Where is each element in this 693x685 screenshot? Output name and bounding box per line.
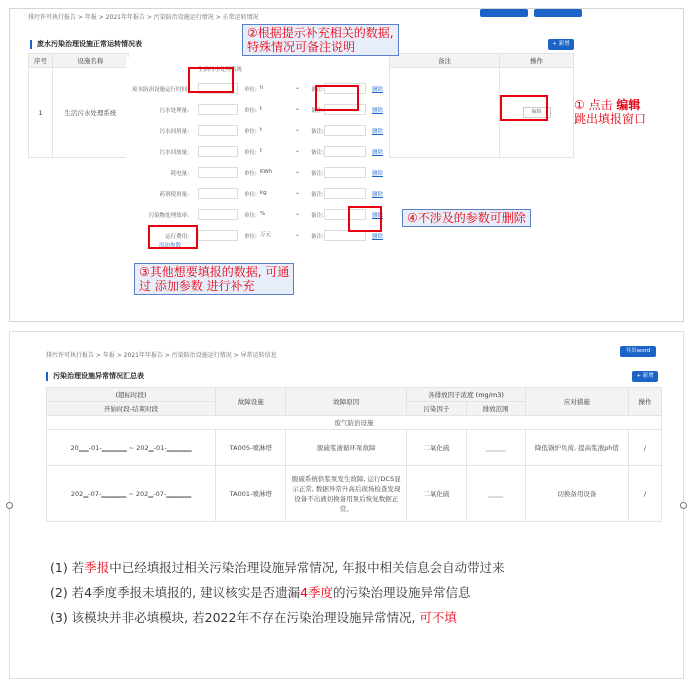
unit-label: 单位: (244, 171, 257, 177)
col-note: 备注 (390, 54, 500, 68)
param-label: 耗电量: (170, 171, 189, 177)
unit-label: 单位: (244, 150, 257, 156)
unit-select[interactable]: t ⌄ (260, 105, 300, 112)
section-title-2: 污染治理设施异常情况汇总表 (46, 372, 144, 381)
param-input[interactable] (198, 125, 238, 136)
note-label: 备注: (311, 171, 324, 177)
unit-select[interactable]: KWh ⌄ (260, 168, 300, 175)
highlight-delete-link (348, 206, 382, 232)
chevron-down-icon: ⌄ (294, 189, 300, 196)
delete-link[interactable]: 删除 (372, 108, 384, 114)
param-label: 废水防治设施运行时间: (132, 87, 189, 93)
left-edge-handle (6, 502, 13, 509)
param-input[interactable] (198, 167, 238, 178)
callout-4: ④不涉及的参数可删除 (402, 209, 531, 227)
chevron-down-icon: ⌄ (294, 147, 300, 154)
unit-label: 单位: (244, 192, 257, 198)
note-input[interactable] (324, 167, 366, 178)
row-facility: 生活污水处理系统 (52, 68, 128, 158)
unit-select[interactable]: h ⌄ (260, 84, 300, 91)
group-row: 废气防治设施 (47, 416, 662, 430)
breadcrumb-2: 排污许可执行报告 > 年报 > 2021年年报告 > 污染防治设施运行情况 > 异常运转信息 (46, 352, 277, 359)
note-label: 备注: (311, 213, 324, 219)
callout-3: ③其他想要填报的数据, 可通 过 添加参数 进行补充 (134, 263, 294, 295)
right-edge-handle (680, 502, 687, 509)
top-blue-button-2[interactable] (534, 9, 582, 17)
form-row (126, 125, 388, 137)
section-title: 废水污染治理设施正常运转情况表 (30, 40, 142, 49)
delete-link[interactable]: 删除 (372, 129, 384, 135)
param-label: 污水回用量: (159, 129, 189, 135)
export-word-button[interactable]: 导出word (620, 346, 656, 357)
top-screenshot-panel (9, 8, 684, 322)
param-input[interactable] (198, 230, 238, 241)
add-button[interactable]: + 新增 (548, 39, 574, 50)
chevron-down-icon: ⌄ (294, 210, 300, 217)
param-label: 污染物处理效率: (148, 213, 189, 219)
delete-link[interactable]: 删除 (372, 171, 384, 177)
note-2: (2) 若4季度季报未填报的, 建议核实是否遗漏4季度的污染治理设施异常信息 (50, 585, 471, 600)
facility-name-value: 生活污水处理系统 (198, 67, 243, 73)
param-input[interactable] (198, 146, 238, 157)
breadcrumb: 排污许可执行报告 > 年报 > 2021年年报告 > 污染防治设施运行情况 > 正常运转情况 (28, 14, 259, 21)
form-row (126, 167, 388, 179)
row-index: 1 (29, 68, 53, 158)
unit-label: 单位: (244, 108, 257, 114)
chevron-down-icon: ⌄ (294, 84, 300, 91)
unit-label: 单位: (244, 87, 257, 93)
unit-select[interactable]: t ⌄ (260, 147, 300, 154)
chevron-down-icon: ⌄ (294, 126, 300, 133)
col-operation: 操作 (500, 54, 574, 68)
callout-2: ②根据提示补充相关的数据, 特殊情况可备注说明 (242, 24, 399, 56)
add-button-2[interactable]: + 新增 (632, 371, 658, 382)
note-label: 备注: (311, 129, 324, 135)
note-label: 备注: (311, 234, 324, 240)
top-blue-button-1[interactable] (480, 9, 528, 17)
table-row: 20▁▁-01-▁▁▁▁▁ ~ 202▁-01-▁▁▁▁▁ TA005-喷淋塔 脱硫浆液循环泵故障 二氧化硫 ▁▁▁▁ 降低锅炉负荷, 提高浆液ph值 / (47, 430, 662, 466)
col-index: 序号 (29, 54, 53, 68)
abnormal-summary-table: (超标时段) 故障设施 故障原因 各排放因子浓度 (mg/m3) 应对措施 操作 开始时段-结束时段 污染因子 排放范围 废气防治设施 20▁▁-01-▁▁▁▁▁ ~ 202▁-01-▁▁▁▁▁ TA005-喷淋塔 脱硫浆液循环泵故障 二氧化硫 ▁▁▁▁ 降低锅炉负荷, 提高浆液ph值 / 202▁-07-▁▁▁▁▁ ~ 202▁-07-▁▁▁▁▁ TA001-喷淋塔 脱硫系统供浆泵发生故障, 运行DCS显示正常, 数据异常升高后现场检查发现设备不出液切换备用泵后恢复数据正常。 二氧化硫 ▁▁▁ 切换备用设备 / (46, 387, 662, 522)
delete-link[interactable]: 删除 (372, 213, 384, 219)
param-label: 药剂使用量: (159, 192, 189, 198)
delete-link[interactable]: 删除 (372, 234, 384, 240)
note-label: 备注: (311, 108, 324, 114)
note-input[interactable] (324, 125, 366, 136)
table-row: 202▁-07-▁▁▁▁▁ ~ 202▁-07-▁▁▁▁▁ TA001-喷淋塔 脱硫系统供浆泵发生故障, 运行DCS显示正常, 数据异常升高后现场检查发现设备不出液切换备用泵后恢复数据正常。 二氧化硫 ▁▁▁ 切换备用设备 / (47, 466, 662, 522)
delete-link[interactable]: 删除 (372, 192, 384, 198)
form-row (126, 188, 388, 200)
highlight-note-input (315, 85, 359, 111)
note-label: 备注: (311, 87, 324, 93)
form-row (126, 146, 388, 158)
edit-button[interactable]: 编辑 (523, 107, 551, 118)
highlight-add-param (148, 225, 198, 249)
note-input[interactable] (324, 146, 366, 157)
note-label: 备注: (311, 150, 324, 156)
param-input[interactable] (198, 188, 238, 199)
param-input[interactable] (198, 104, 238, 115)
param-input[interactable] (198, 209, 238, 220)
col-facility: 设施名称 (52, 54, 128, 68)
chevron-down-icon: ⌄ (294, 168, 300, 175)
highlight-edit-button (500, 95, 548, 121)
unit-label: 单位: (244, 213, 257, 219)
add-parameter-link[interactable]: 添加参数 (159, 243, 182, 249)
note-label: 备注: (311, 192, 324, 198)
unit-label: 单位: (244, 234, 257, 240)
param-label: 运行费用: (165, 234, 189, 240)
unit-select[interactable]: % ⌄ (260, 210, 300, 217)
callout-1: ① 点击 编辑 跳出填报窗口 (574, 98, 647, 126)
note-input[interactable] (324, 188, 366, 199)
chevron-down-icon: ⌄ (294, 231, 300, 238)
param-label: 污水处理量: (159, 108, 189, 114)
param-label: 污水回放量: (159, 150, 189, 156)
unit-label: 单位: (244, 129, 257, 135)
highlight-runtime-input (188, 67, 234, 93)
bottom-screenshot-panel (9, 331, 684, 679)
unit-select[interactable]: 万元 ⌄ (260, 231, 300, 238)
delete-link[interactable]: 删除 (372, 87, 384, 93)
chevron-down-icon: ⌄ (294, 105, 300, 112)
unit-select[interactable]: kg ⌄ (260, 189, 300, 196)
unit-select[interactable]: t ⌄ (260, 126, 300, 133)
delete-link[interactable]: 删除 (372, 150, 384, 156)
note-3: (3) 该模块并非必填模块, 若2022年不存在污染治理设施异常情况, 可不填 (50, 610, 457, 625)
note-1: (1) 若季报中已经填报过相关污染治理设施异常情况, 年报中相关信息会自动带过来 (50, 560, 505, 575)
